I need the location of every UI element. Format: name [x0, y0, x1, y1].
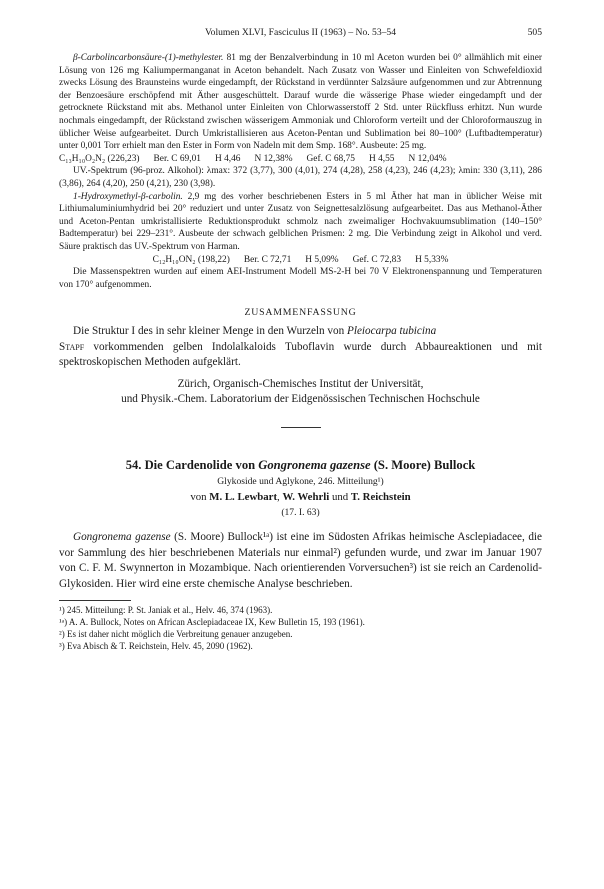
elemental-analysis-2: [59, 254, 542, 267]
paragraph-hydroxymethyl: [59, 191, 542, 254]
received-date: (17. I. 63): [281, 507, 320, 519]
formula: C₁₂H₁₀ON₂ (198,22): [152, 254, 230, 265]
formula: C₁₃H₁₀O₂N₂ (226,23): [59, 153, 140, 164]
paragraph-text: 2,9 mg des vorher beschriebenen Esters in 5 ml Äther hat man in üblicher Weise mit Lithiumaluminiumhydrid bei 20° reduziert und unter Zusatz von Seignettesalzlösung aufgearbeitet. Das aus Methanol-Äther und Aceton-Pentan umkristallisierte Reduktionsprodukt schmolz nach zweimaliger Hochvakuumsublimation (140–150° Badtemperatur) bei 229–231°. Ausbeute der schwach gelblichen Prismen: 2 mg. Die Verbindung zeigt in Alkohol und verd. Säure praktisch das UV.-Spektrum von Harman.: [59, 191, 542, 252]
affiliation-line-2: und Physik.-Chem. Laboratorium der Eidgenössischen Technischen Hochschule: [121, 392, 480, 405]
calc-c: Ber. C 69,01: [153, 153, 201, 164]
affiliation: [59, 377, 542, 408]
footnote-2: ²) Es ist daher nicht möglich die Verbreitung genauer anzugeben.: [59, 628, 293, 639]
compound-name: 1-Hydroxymethyl-β-carbolin.: [73, 191, 183, 202]
page-body: [59, 52, 542, 652]
section-divider: [281, 427, 321, 428]
article-intro: Gongronema gazense (S. Moore) Bullock¹ᵃ) ist eine im Südosten Afrikas heimische Asclepiadacee, die vor Sammlung des hier beschriebenen Materials nur einmal²) gefunden wurde, und zwar im Januar 1907 von C. F. M. Swynnerton in Mozambique. Nach orientierenden Vorversuchen³) ist sie reich an Cardenolid-Glykosiden. Hier wird eine erste chemische Analyse beschrieben.: [59, 531, 542, 590]
found-n: N 12,04%: [408, 153, 447, 164]
affiliation-line-1: Zürich, Organisch-Chemisches Institut der Universität,: [177, 377, 424, 390]
mass-spectra-text: Die Massenspektren wurden auf einem AEI-Instrument Modell MS-2-H bei 70 V Elektronenspannung und Temperaturen von 170° aufgenommen.: [59, 267, 542, 290]
found-h: H 4,55: [368, 153, 395, 164]
title-species: Gongronema gazense: [258, 458, 371, 473]
found-h: H 5,33%: [415, 254, 449, 265]
found-c: Gef. C 68,75: [306, 153, 355, 164]
journal-line: Volumen XLVI, Fasciculus II (1963) – No. 53–54: [204, 27, 397, 38]
calc-n: N 12,38%: [254, 153, 293, 164]
species-name: Pleiocarpa tubicina: [347, 325, 437, 338]
author-1: M. L. Lewbart: [209, 491, 278, 504]
article-authors: von M. L. Lewbart, W. Wehrli und T. Reichstein: [190, 491, 411, 504]
footnote-1: ¹) 245. Mitteilung: P. St. Janiak et al., Helv. 46, 374 (1963).: [59, 604, 273, 615]
calc-c: Ber. C 72,71: [243, 254, 292, 265]
author-3: T. Reichstein: [350, 491, 411, 504]
footnote-divider: [59, 600, 131, 601]
calc-h: H 4,46: [214, 153, 241, 164]
author-citation: Stapf: [59, 340, 85, 353]
uv-spectrum-text: UV.-Spektrum (96-proz. Alkohol): λmax: 372 (3,77), 300 (4,01), 274 (4,28), 258 (4,23), 246 (4,23); λmin: 330 (3,11), 286 (3,86), 264 (4,20), 250 (4,21), 230 (3,98).: [59, 166, 542, 189]
author-2: W. Wehrli: [282, 491, 330, 504]
running-header: [59, 27, 542, 41]
paragraph-text: 81 mg der Benzalverbindung in 10 ml Aceton wurden bei 0° allmählich mit einer Lösung von 126 mg Kaliumpermanganat in Aceton behandelt. Nach Zusatz von Wasser und Einleiten von Schwefeldioxid zwecks Lösung des Braunsteins wurde eingedampft, der Rückstand in verdünnter Salzsäure aufgenommen und zur Abtrennung der Benzoesäure erschöpfend mit Äther ausgeschüttelt. Darauf wurde die wässerige Phase wieder eingedampft und der getrocknete Rückstand mit abs. Methanol unter Einleiten von Chlorwasserstoff 2 Std. unter Rückfluss erhitzt. Nun wurde nochmals eingedampft, der Rückstand zwischen wässerigem Ammoniak und Chloroform verteilt und der Chloroformauszug in üblicher Weise aufgearbeitet. Durch Umkristallisieren aus Aceton-Pentan und Sublimation bei 80–100° (Luftbadtemperatur) unter 0,001 Torr erhielt man den Ester in Form von Nadeln mit dem Smp. 168°. Ausbeute: 25 mg.: [59, 53, 542, 152]
species-name: Gongronema gazense: [73, 531, 171, 544]
article-subtitle: Glykoside und Aglykone, 246. Mitteilung¹): [217, 476, 384, 488]
found-c: Gef. C 72,83: [352, 254, 402, 265]
elemental-analysis-1: [59, 153, 542, 166]
footnote-3: ³) Eva Abisch & T. Reichstein, Helv. 45, 2090 (1962).: [59, 640, 253, 651]
paragraph-carbolincarbonsaeure: [59, 52, 542, 153]
summary-text: Die Struktur I des in sehr kleiner Menge in den Wurzeln von Pleiocarpa tubicina Stapf vorkommenden gelben Indolalkaloids Tuboflavin wurde durch Abbaureaktionen und mit spektroskopischen Methoden aufgeklärt.: [59, 325, 542, 369]
summary-heading: ZUSAMMENFASSUNG: [244, 307, 357, 319]
calc-h: H 5,09%: [305, 254, 339, 265]
page-number: 505: [527, 27, 542, 38]
compound-name: β-Carbolincarbonsäure-(1)-methylester.: [73, 53, 224, 63]
footnote-1a: ¹ᵃ) A. A. Bullock, Notes on African Asclepiadaceae IX, Kew Bulletin 15, 193 (1961).: [59, 616, 365, 627]
article-title: 54. Die Cardenolide von Gongronema gazense (S. Moore) Bullock: [125, 458, 476, 473]
